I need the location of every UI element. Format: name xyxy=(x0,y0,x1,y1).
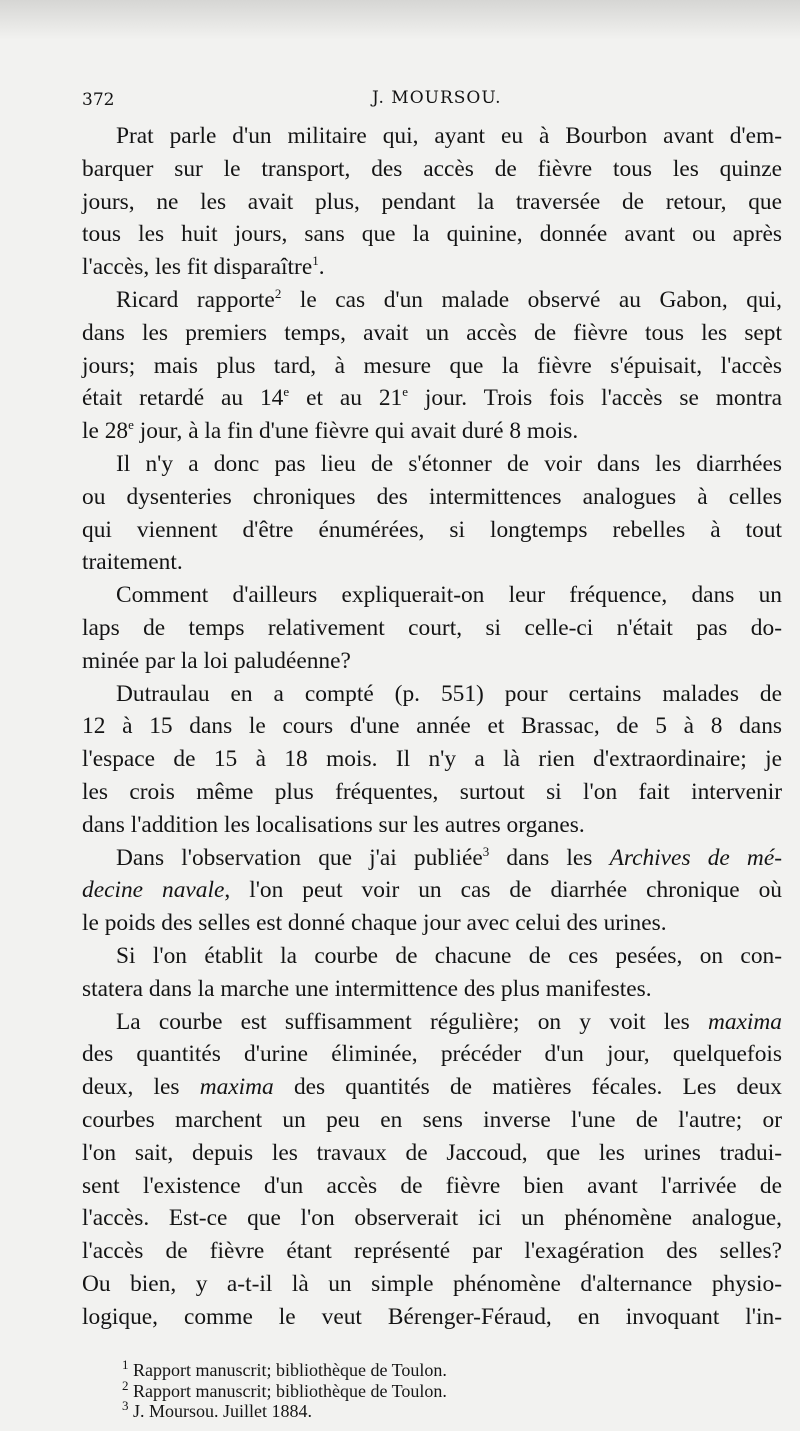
book-page xyxy=(82,88,782,1422)
text-run: ou dysenteries chroniques des intermittences analogues à celles xyxy=(82,483,782,510)
text-run: l'accès, les fit disparaître xyxy=(82,254,313,281)
text-line xyxy=(82,973,782,1006)
text-run: l'on sait, depuis les travaux de Jaccoud, que les urines tradui- xyxy=(82,1139,782,1166)
text-line xyxy=(82,874,782,907)
text-run: sent l'existence d'un accès de fièvre bien avant l'arrivée de xyxy=(82,1172,782,1199)
text-run: le 28 xyxy=(82,418,129,445)
footnotes xyxy=(82,1357,782,1422)
text-run: l'accès. Est-ce que l'on observerait ici un phénomène analogue, xyxy=(82,1205,782,1232)
footnote-ref: 2 xyxy=(274,286,282,302)
text-line xyxy=(82,1006,782,1039)
text-run: qui viennent d'être énumérées, si longtemps rebelles à tout xyxy=(82,516,782,543)
text-line xyxy=(82,284,782,317)
text-run: jour, à la fin d'une fièvre qui avait duré 8 mois. xyxy=(133,418,579,445)
running-title: J. MOURSOU. xyxy=(372,88,502,108)
text-run: le poids des selles est donné chaque jour avec celui des urines. xyxy=(82,910,667,937)
scan-edge-shadow xyxy=(0,0,800,40)
text-run: Prat parle d'un militaire qui, ayant eu à Bourbon avant d'em- xyxy=(116,123,782,149)
text-line xyxy=(82,612,782,645)
italic-text: decine navale xyxy=(82,877,225,904)
footnote-mark: 1 xyxy=(122,1357,129,1373)
text-run: , l'on peut voir un cas de diarrhée chronique où xyxy=(224,877,782,904)
page-header xyxy=(82,88,782,120)
text-line xyxy=(82,218,782,251)
text-run: des quantités de matières fécales. Les deux xyxy=(273,1074,783,1101)
text-line xyxy=(82,710,782,743)
text-run: dans les premiers temps, avait un accès de fièvre tous les sept xyxy=(82,319,782,346)
text-line xyxy=(82,186,782,219)
footnote-ref: e xyxy=(283,384,290,400)
text-line xyxy=(82,579,782,612)
text-line xyxy=(82,1235,782,1268)
text-run: des quantités d'urine éliminée, précéder d'un jour, quelquefois xyxy=(82,1041,782,1068)
footnote-text: J. Moursou. Juillet 1884. xyxy=(128,1401,313,1422)
text-run: La courbe est suffisamment régulière; on y voit les xyxy=(116,1008,708,1035)
text-line xyxy=(82,776,782,809)
text-run: dans l'addition les localisations sur les autres organes. xyxy=(82,811,585,838)
text-run: était retardé au 14 xyxy=(82,385,284,412)
text-line xyxy=(82,842,782,875)
text-line xyxy=(82,317,782,350)
text-run: 12 à 15 dans le cours d'une année et Brassac, de 5 à 8 dans xyxy=(82,713,782,740)
footnote-text: Rapport manuscrit; bibliothèque de Toulon. xyxy=(128,1380,447,1401)
text-line xyxy=(82,678,782,711)
footnote-ref: 3 xyxy=(482,843,490,859)
text-run: Dans l'observation que j'ai publiée xyxy=(116,844,483,871)
text-run: jour. Trois fois l'accès se montra xyxy=(408,385,782,412)
text-run: laps de temps relativement court, si celle-ci n'était pas do- xyxy=(82,614,782,641)
text-run: deux, les xyxy=(82,1074,200,1101)
text-run: Ricard rapporte xyxy=(116,286,275,313)
text-line xyxy=(82,940,782,973)
text-line xyxy=(82,350,782,383)
text-line xyxy=(82,907,782,940)
footnote-ref: e xyxy=(402,384,409,400)
text-line xyxy=(82,1170,782,1203)
text-run: Il n'y a donc pas lieu de s'étonner de voir dans les diarrhées xyxy=(116,450,782,477)
italic-text: maxima xyxy=(707,1008,782,1035)
text-line xyxy=(82,382,782,415)
footnote-ref: 1 xyxy=(312,253,319,269)
footnote xyxy=(122,1357,782,1381)
text-run: traitement. xyxy=(82,549,183,576)
text-line xyxy=(82,1071,782,1104)
footnote-mark: 3 xyxy=(122,1398,129,1414)
text-run: minée par la loi paludéenne? xyxy=(82,647,351,674)
text-run: . xyxy=(318,254,325,281)
text-line xyxy=(82,1104,782,1137)
text-line xyxy=(82,1038,782,1071)
text-run: courbes marchent un peu en sens inverse l'une de l'autre; or xyxy=(82,1106,782,1133)
text-run: l'accès de fièvre étant représenté par l'exagération des selles? xyxy=(82,1238,782,1265)
text-line xyxy=(82,1301,782,1334)
text-line xyxy=(82,514,782,547)
footnote xyxy=(122,1398,782,1422)
text-line xyxy=(82,1137,782,1170)
text-run: Si l'on établit la courbe de chacune de ces pesées, on con- xyxy=(116,942,782,969)
text-line xyxy=(82,546,782,579)
text-run: tous les huit jours, sans que la quinine, donnée avant ou après xyxy=(82,221,782,248)
italic-text: Archives de mé- xyxy=(609,844,782,871)
text-run: jours, ne les avait plus, pendant la traversée de retour, que xyxy=(82,188,782,215)
text-run: le cas d'un malade observé au Gabon, qui, xyxy=(281,286,782,313)
text-run: statera dans la marche une intermittence des plus manifestes. xyxy=(82,975,652,1002)
text-line xyxy=(82,1202,782,1235)
text-line xyxy=(82,809,782,842)
text-line xyxy=(82,481,782,514)
text-run: jours; mais plus tard, à mesure que la fièvre s'épuisait, l'accès xyxy=(82,352,782,379)
footnote-ref: e xyxy=(128,417,134,433)
page-number: 372 xyxy=(82,90,115,110)
text-line xyxy=(82,153,782,186)
text-run: Ou bien, y a-t-il là un simple phénomène d'alternance physio- xyxy=(82,1270,782,1297)
text-line xyxy=(82,120,782,153)
text-run: et au 21 xyxy=(289,385,403,412)
text-line xyxy=(82,743,782,776)
footnote xyxy=(122,1377,782,1402)
text-line xyxy=(82,415,782,448)
text-line xyxy=(82,645,782,678)
footnote-text: Rapport manuscrit; bibliothèque de Toulon. xyxy=(128,1360,447,1381)
text-run: barquer sur le transport, des accès de fièvre tous les quinze xyxy=(82,155,782,182)
text-run: Comment d'ailleurs expliquerait-on leur fréquence, dans un xyxy=(116,582,782,609)
footnote-mark: 2 xyxy=(122,1377,129,1393)
text-line xyxy=(82,448,782,481)
text-run: logique, comme le veut Bérenger-Féraud, en invoquant l'in- xyxy=(82,1303,782,1330)
body-text xyxy=(82,120,782,1333)
text-run: Dutraulau en a compté (p. 551) pour certains malades de xyxy=(116,680,782,707)
text-run: les crois même plus fréquentes, surtout si l'on fait intervenir xyxy=(82,778,782,805)
text-line xyxy=(82,251,782,284)
text-run: l'espace de 15 à 18 mois. Il n'y a là rien d'extraordinaire; je xyxy=(82,746,782,773)
text-run: dans les xyxy=(489,844,610,871)
text-line xyxy=(82,1268,782,1301)
italic-text: maxima xyxy=(199,1074,274,1101)
